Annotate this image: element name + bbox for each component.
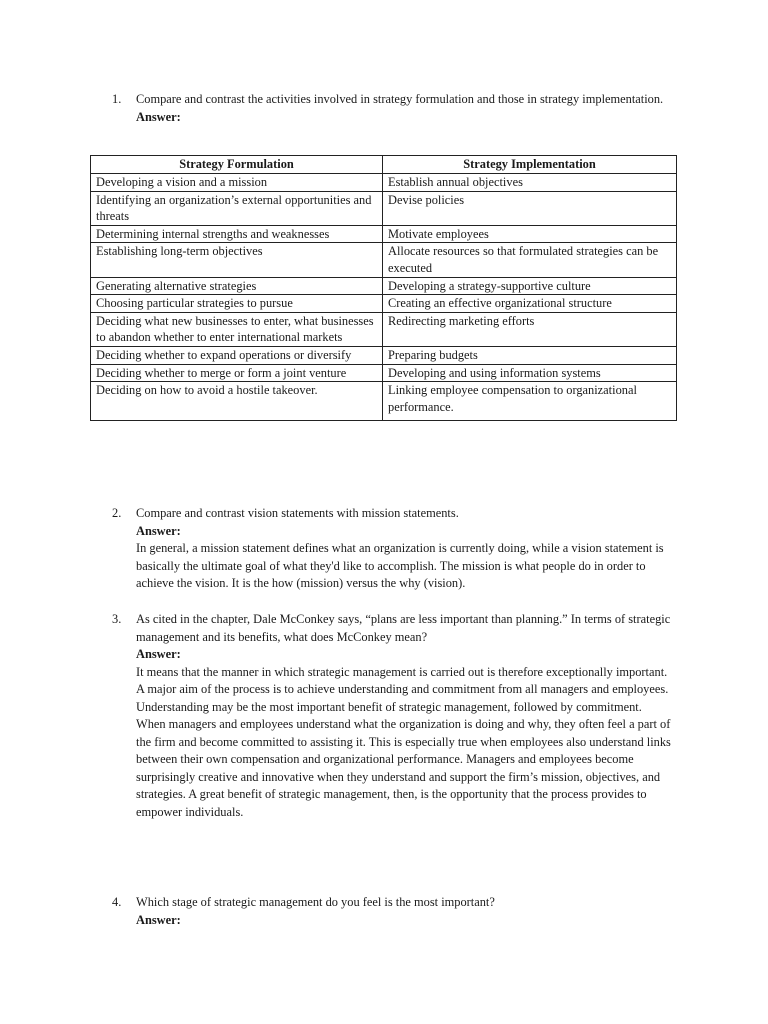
table-cell: Determining internal strengths and weaknesses xyxy=(91,225,383,243)
table-cell: Developing a vision and a mission xyxy=(91,174,383,192)
question-3-answer-label: Answer: xyxy=(136,647,181,661)
table-cell: Establishing long-term objectives xyxy=(91,243,383,277)
table-cell: Creating an effective organizational structure xyxy=(383,295,677,313)
question-2-text: Compare and contrast vision statements with mission statements. xyxy=(136,506,459,520)
question-4 xyxy=(112,894,672,929)
table-cell: Choosing particular strategies to pursue xyxy=(91,295,383,313)
table-row xyxy=(91,174,677,192)
table-cell: Identifying an organization’s external opportunities and threats xyxy=(91,191,383,225)
table-cell: Establish annual objectives xyxy=(383,174,677,192)
table-cell: Developing a strategy-supportive culture xyxy=(383,277,677,295)
table-cell: Preparing budgets xyxy=(383,346,677,364)
table-row xyxy=(91,346,677,364)
question-3-text: As cited in the chapter, Dale McConkey says, “plans are less important than planning.” In terms of strategic management and its benefits, what does McConkey mean? xyxy=(136,612,671,644)
table-cell: Motivate employees xyxy=(383,225,677,243)
table-row xyxy=(91,277,677,295)
table-cell: Devise policies xyxy=(383,191,677,225)
question-2-number: 2. xyxy=(112,506,122,520)
table-row xyxy=(91,243,677,277)
table-row xyxy=(91,312,677,346)
question-3-answer-text: It means that the manner in which strategic management is carried out is therefore exceptionally important. A major aim of the process is to achieve understanding and commitment from all managers and employees. Understanding may be the most important benefit of strategic management, followed by commitment. When managers and employees understand what the organization is doing and why, they often feel a part of the firm and become committed to assisting it. This is especially true when employees also understand links between their own compensation and organizational performance. Managers and employees become surprisingly creative and innovative when they understand and support the firm’s mission, objectives, and strategies. A great benefit of strategic management, then, is the opportunity that the process provides to empower individuals. xyxy=(136,664,671,819)
table-cell: Developing and using information systems xyxy=(383,364,677,382)
question-4-answer-label: Answer: xyxy=(136,912,181,927)
table-cell: Allocate resources so that formulated strategies can be executed xyxy=(383,243,677,277)
question-3-number: 3. xyxy=(112,612,122,626)
question-2-answer-text: In general, a mission statement defines what an organization is currently doing, while a vision statement is basically the ultimate goal of what they'd like to accomplish. The mission is what people do in order to achieve the vision. It is the how (mission) versus the why (vision). xyxy=(136,541,664,590)
strategy-table xyxy=(90,155,677,421)
table-cell: Deciding whether to merge or form a joint venture xyxy=(91,364,383,382)
table-header-implementation: Strategy Implementation xyxy=(383,156,677,174)
table-cell: Deciding whether to expand operations or diversify xyxy=(91,346,383,364)
question-2 xyxy=(112,505,672,593)
table-row xyxy=(91,191,677,225)
table-row xyxy=(91,295,677,313)
table-cell: Linking employee compensation to organizational performance. xyxy=(383,382,677,421)
table-row xyxy=(91,225,677,243)
question-1-answer-label: Answer: xyxy=(136,109,181,124)
table-cell: Redirecting marketing efforts xyxy=(383,312,677,346)
question-1-text: Compare and contrast the activities involved in strategy formulation and those in strategy implementation. xyxy=(136,92,664,106)
question-1 xyxy=(112,91,672,126)
table-cell: Generating alternative strategies xyxy=(91,277,383,295)
question-2-answer-label: Answer: xyxy=(136,523,181,538)
table-header-row xyxy=(91,156,677,174)
table-cell: Deciding on how to avoid a hostile takeover. xyxy=(91,382,383,421)
table-header-formulation: Strategy Formulation xyxy=(91,156,383,174)
question-1-number: 1. xyxy=(112,92,122,106)
table-row xyxy=(91,364,677,382)
table-cell: Deciding what new businesses to enter, what businesses to abandon whether to enter international markets xyxy=(91,312,383,346)
question-4-number: 4. xyxy=(112,895,122,909)
question-3 xyxy=(112,611,672,821)
table-row xyxy=(91,382,677,421)
question-4-text: Which stage of strategic management do you feel is the most important? xyxy=(136,895,495,909)
